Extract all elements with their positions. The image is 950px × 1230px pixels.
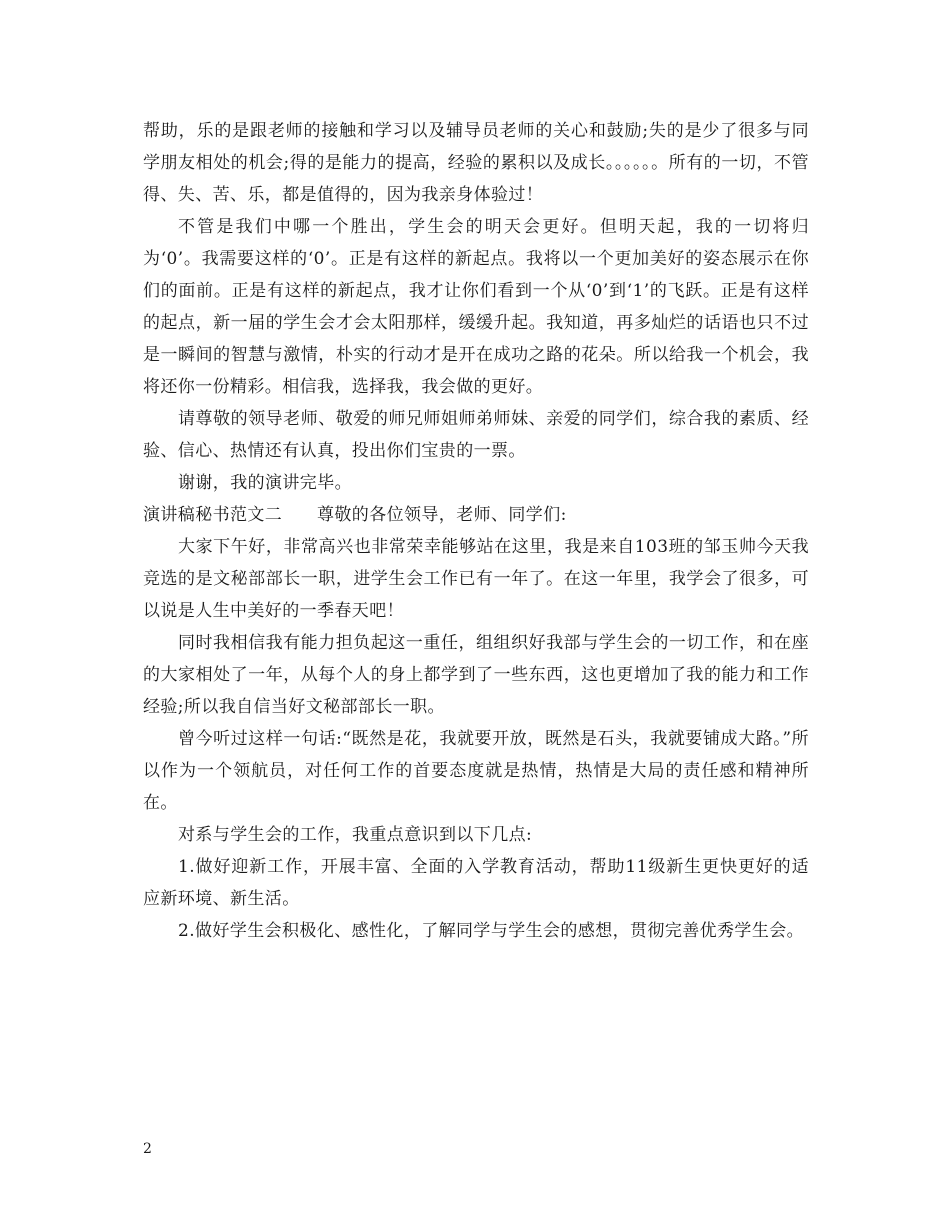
paragraph-2: 不管是我们中哪一个胜出，学生会的明天会更好。但明天起，我的一切将归为‘0’。我需要这样的‘0’。正是有这样的新起点。我将以一个更加美好的姿态展示在你们的面前。正是有这样的新起点，我才让你们看到一个从‘0’到‘1’的飞跃。正是有这样的起点，新一届的学生会才会太阳那样，缓缓升起。我知道，再多灿烂的话语也只不过是一瞬间的智慧与激情，朴实的行动才是开在成功之路的花朵。所以给我一个机会，我将还你一份精彩。相信我，选择我，我会做的更好。 <box>143 217 809 397</box>
paragraph-8: 曾今听过这样一句话:“既然是花，我就要开放，既然是石头，我就要铺成大路。”所以作为一个领航员，对任何工作的首要态度就是热情，热情是大局的责任感和精神所在。 <box>143 729 809 813</box>
paragraph-7: 同时我相信我有能力担负起这一重任，组组织好我部与学生会的一切工作，和在座的大家相处了一年，从每个人的身上都学到了一些东西，这也更增加了我的能力和工作经验;所以我自信当好文秘部部长一职。 <box>143 633 809 717</box>
list-item-1: 1.做好迎新工作，开展丰富、全面的入学教育活动，帮助11级新生更快更好的适应新环境、新生活。 <box>143 857 809 909</box>
page-number: 2 <box>143 1141 152 1157</box>
paragraph-9: 对系与学生会的工作，我重点意识到以下几点: <box>178 825 533 845</box>
list-item-2: 2.做好学生会积极化、感性化，了解同学与学生会的感想，贯彻完善优秀学生会。 <box>178 921 805 941</box>
paragraph-3: 请尊敬的领导老师、敬爱的师兄师姐师弟师妹、亲爱的同学们，综合我的素质、经验、信心、热情还有认真，投出你们宝贵的一票。 <box>143 409 809 461</box>
paragraph-6: 大家下午好，非常高兴也非常荣幸能够站在这里，我是来自103班的邹玉帅今天我竞选的是文秘部部长一职，进学生会工作已有一年了。在这一年里，我学会了很多，可以说是人生中美好的一季春天吧！ <box>143 537 809 621</box>
paragraph-1: 帮助，乐的是跟老师的接触和学习以及辅导员老师的关心和鼓励;失的是少了很多与同学朋友相处的机会;得的是能力的提高，经验的累积以及成长。。。。。。所有的一切，不管得、失、苦、乐，都是值得的，因为我亲身体验过！ <box>143 121 809 205</box>
section-heading: 演讲稿秘书范文二 尊敬的各位领导，老师、同学们: <box>143 505 567 525</box>
paragraph-4: 谢谢，我的演讲完毕。 <box>178 473 352 493</box>
document-body <box>143 115 809 947</box>
